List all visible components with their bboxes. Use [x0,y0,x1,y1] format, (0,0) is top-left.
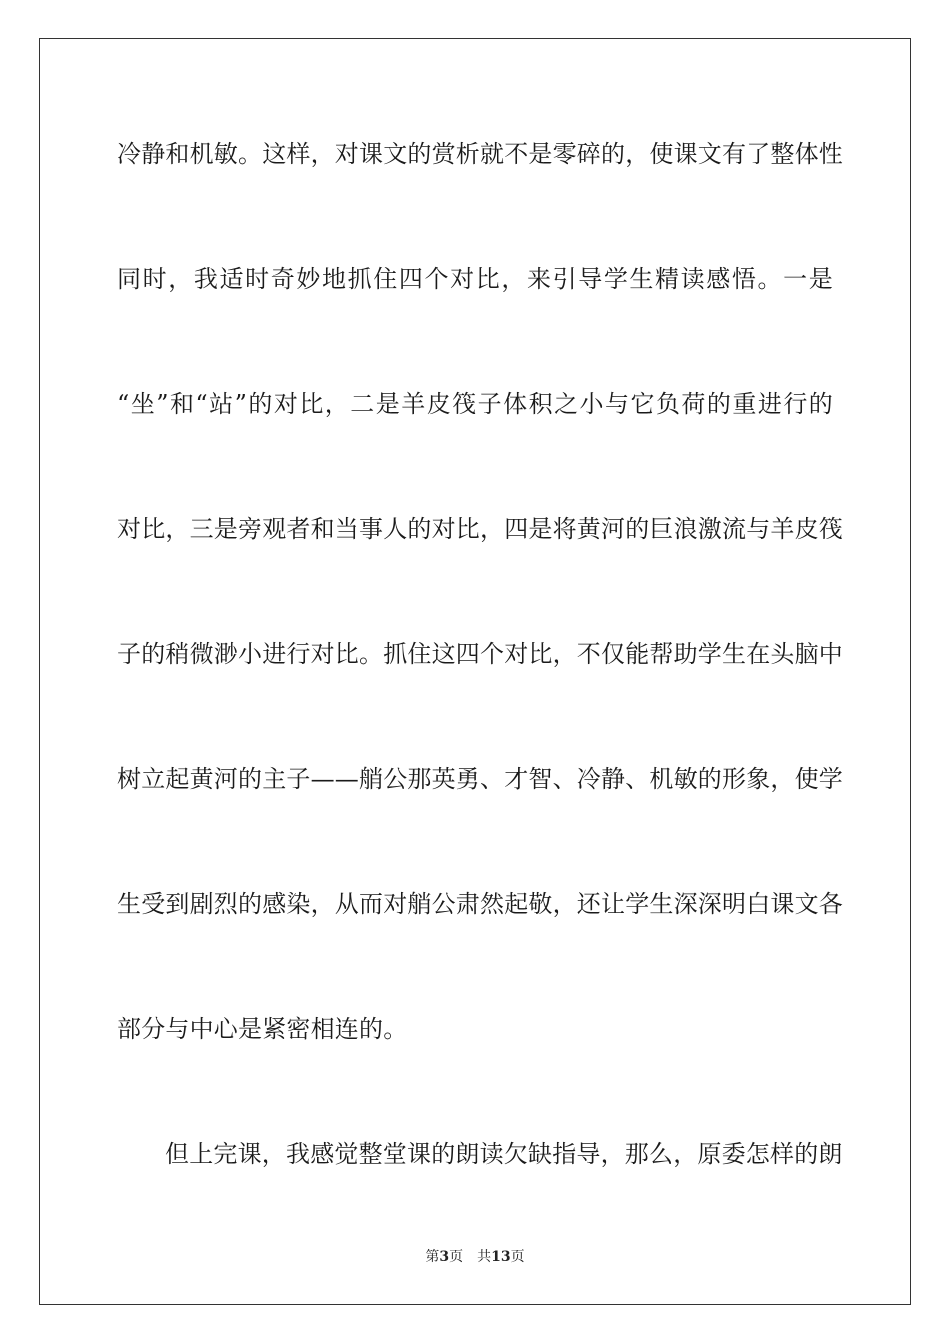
body-text-line: 树立起黄河的主子——艄公那英勇、才智、冷静、机敏的形象，使学 [117,765,843,793]
page-border [39,38,911,1305]
body-text-line: 子的稍微渺小进行对比。抓住这四个对比，不仅能帮助学生在头脑中 [117,640,843,668]
body-text-line: 生受到剧烈的感染，从而对艄公肃然起敬，还让学生深深明白课文各 [117,890,843,918]
body-text-line: 部分与中心是紧密相连的。 [117,1015,408,1043]
page-prefix: 第 [425,1249,440,1265]
total-prefix: 共 [477,1249,492,1265]
paragraph-first-line: 但上完课，我感觉整堂课的朗读欠缺指导，那么，原委怎样的朗 [165,1140,843,1168]
total-suffix: 页 [510,1249,525,1265]
body-text-line: 冷静和机敏。这样，对课文的赏析就不是零碎的，使课文有了整体性 [117,140,843,168]
body-text-line: “坐”和“站”的对比，二是羊皮筏子体积之小与它负荷的重进行的 [117,390,833,418]
page-footer [0,1248,950,1266]
body-text-line: 对比，三是旁观者和当事人的对比，四是将黄河的巨浪激流与羊皮筏 [117,515,843,543]
body-text-line: 同时，我适时奇妙地抓住四个对比，来引导学生精读感悟。一是 [117,265,833,293]
total-pages: 13 [491,1249,511,1265]
page-suffix: 页 [449,1249,464,1265]
page-number: 3 [439,1249,450,1265]
